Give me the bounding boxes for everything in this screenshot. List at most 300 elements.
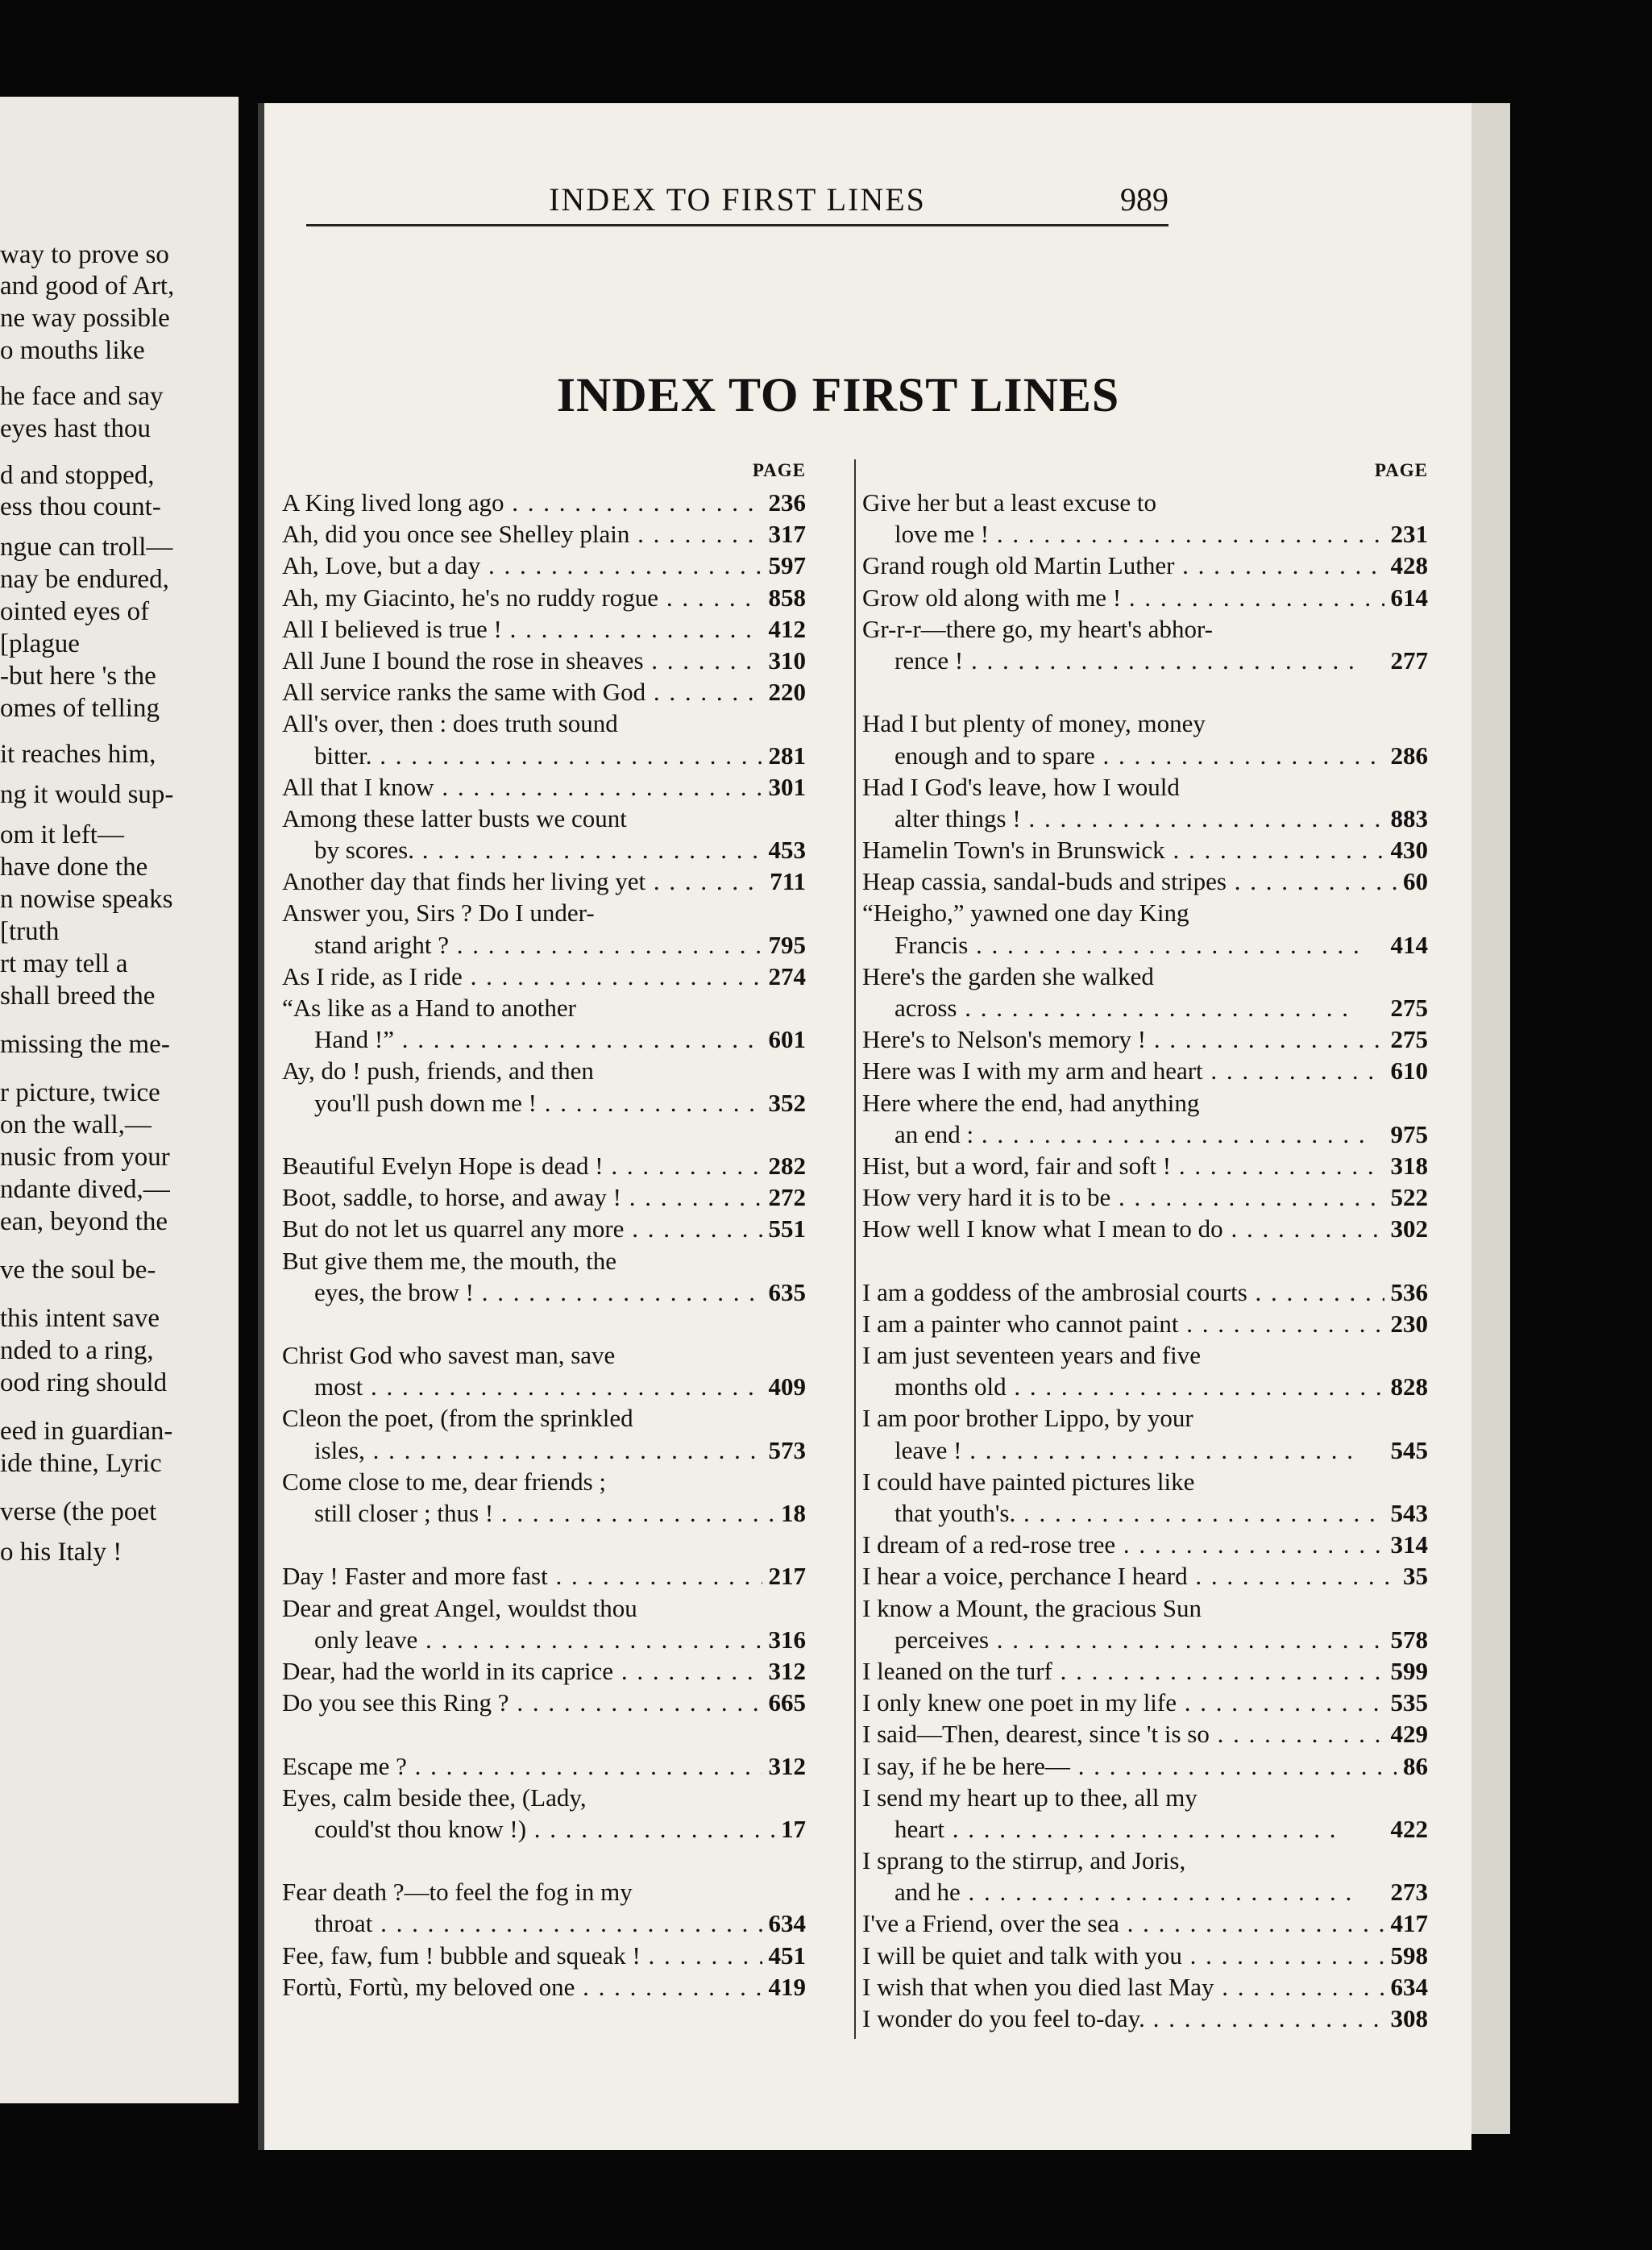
page-ref: 551 [762, 1213, 807, 1244]
first-line-text [862, 550, 1428, 581]
index-column-right [862, 455, 1428, 2034]
first-line-text [282, 1782, 806, 1813]
index-entry [282, 1560, 806, 1592]
first-line-text [282, 550, 806, 581]
page-ref: 573 [762, 1434, 807, 1466]
letter-gap [862, 676, 1428, 708]
index-entry [862, 1750, 1428, 1782]
first-line-text [862, 1055, 1428, 1086]
index-entry [282, 1339, 806, 1402]
first-line-text [282, 866, 806, 897]
index-entry [862, 2003, 1428, 2034]
first-line-text [862, 645, 1428, 676]
page-number: 989 [1120, 181, 1168, 218]
first-line-text [282, 1655, 806, 1687]
facing-page-line: om it left— [0, 820, 124, 849]
first-line-label: Here was I with my arm and heart [862, 1057, 1203, 1086]
first-line-text [282, 961, 806, 992]
first-line-text [862, 834, 1428, 866]
index-entry [862, 708, 1428, 770]
index-entry [282, 1940, 806, 1971]
first-line-label: you'll push down me ! [314, 1088, 537, 1117]
first-line-text [282, 708, 806, 739]
first-line-text [862, 1308, 1428, 1339]
page-ref: 310 [762, 645, 807, 676]
index-entry [862, 866, 1428, 897]
first-line-text [282, 1402, 806, 1434]
index-entry [862, 1845, 1428, 1908]
page-ref: 18 [774, 1497, 806, 1529]
index-entry [862, 1150, 1428, 1181]
first-line-text [282, 518, 806, 550]
first-line-text [862, 740, 1428, 771]
facing-page-line: have done the [0, 853, 148, 882]
running-head [306, 74, 1168, 219]
index-entry [862, 1529, 1428, 1560]
first-line-label: Boot, saddle, to horse, and away ! [282, 1183, 621, 1212]
first-line-text [862, 1718, 1428, 1750]
first-line-text [282, 487, 806, 518]
first-line-label: could'st thou know !) [314, 1814, 527, 1843]
first-line-text [862, 1876, 1428, 1908]
first-line-label: love me ! [894, 520, 990, 549]
page-ref: 273 [1384, 1876, 1429, 1908]
first-line-text [282, 1908, 806, 1939]
index-entry [282, 487, 806, 518]
index-entry [282, 582, 806, 613]
first-line-text [282, 1277, 806, 1308]
first-line-text [282, 1497, 806, 1529]
page-ref: 665 [762, 1687, 807, 1718]
first-line-text [862, 1497, 1428, 1529]
page-column-label: PAGE [1374, 460, 1428, 480]
first-line-text [282, 582, 806, 613]
index-entry [282, 1245, 806, 1308]
first-line-label: I say, if he be here— [862, 1751, 1070, 1780]
first-line-label: Heap cassia, sandal-buds and stripes [862, 867, 1227, 896]
page-ref: 217 [762, 1560, 807, 1592]
first-line-label: alter things ! [894, 803, 1021, 832]
first-line-text [282, 1434, 806, 1466]
first-line-label: Grow old along with me ! [862, 583, 1122, 612]
first-line-label: eyes, the brow ! [314, 1277, 474, 1306]
first-line-text [862, 1687, 1428, 1718]
index-entry [862, 1560, 1428, 1592]
first-line-text [862, 961, 1428, 992]
first-line-label: Had I but plenty of money, money [862, 709, 1206, 738]
page-ref: 301 [762, 771, 807, 803]
first-line-label: Grand rough old Martin Luther [862, 551, 1175, 580]
first-line-label: Ah, my Giacinto, he's no ruddy rogue [282, 583, 659, 612]
first-line-label: Ah, Love, but a day [282, 551, 481, 580]
page-ref: 414 [1384, 929, 1429, 961]
first-line-text [862, 771, 1428, 803]
index-entry [282, 550, 806, 581]
first-line-label: I am just seventeen years and five [862, 1341, 1202, 1370]
page-ref: 634 [762, 1908, 807, 1939]
facing-page-line: ointed eyes of [0, 597, 150, 626]
running-title: INDEX TO FIRST LINES [549, 181, 926, 218]
first-line-text [862, 1277, 1428, 1308]
first-line-label: Dear, had the world in its caprice [282, 1656, 614, 1685]
page-column-label: PAGE [752, 460, 806, 480]
facing-page-line: [plague [0, 629, 80, 658]
page-ref: 272 [762, 1181, 807, 1213]
first-line-text [862, 866, 1428, 897]
index-entry [862, 1592, 1428, 1655]
facing-page [0, 97, 239, 2103]
page-ref: 429 [1384, 1718, 1429, 1750]
first-line-text [862, 1971, 1428, 2003]
page-ref: 220 [762, 676, 807, 708]
first-line-label: I am a painter who cannot paint [862, 1309, 1179, 1338]
facing-page-line: ve the soul be- [0, 1256, 156, 1285]
first-line-label: Here's the garden she walked [862, 961, 1154, 990]
first-line-text [282, 1560, 806, 1592]
index-entry [282, 897, 806, 960]
facing-page-line: ess thou count- [0, 492, 161, 521]
page-ref: 535 [1384, 1687, 1429, 1718]
first-line-label: Fear death ?—to feel the fog in my [282, 1878, 633, 1907]
first-line-text [282, 992, 806, 1023]
page-ref: 282 [762, 1150, 807, 1181]
first-line-label: I know a Mount, the gracious Sun [862, 1593, 1202, 1622]
index-entry [862, 613, 1428, 676]
first-line-text [862, 1339, 1428, 1371]
page-ref: 281 [762, 740, 807, 771]
first-line-label: Ay, do ! push, friends, and then [282, 1057, 594, 1086]
page-ref: 275 [1384, 1023, 1429, 1055]
first-line-label: I've a Friend, over the sea [862, 1909, 1119, 1938]
index-entry [282, 613, 806, 645]
first-line-text [282, 1339, 806, 1371]
index-entry [862, 771, 1428, 834]
facing-page-line: eed in guardian- [0, 1417, 173, 1446]
facing-page-line: ide thine, Lyric [0, 1449, 162, 1478]
first-line-label: Hist, but a word, fair and soft ! [862, 1151, 1172, 1180]
first-line-text [862, 1402, 1428, 1434]
page-ref: 522 [1384, 1181, 1429, 1213]
first-line-label: I said—Then, dearest, since 't is so [862, 1720, 1210, 1749]
page-ref: 635 [762, 1277, 807, 1308]
index-entry [862, 1908, 1428, 1939]
first-line-label: only leave [314, 1625, 418, 1654]
first-line-label: As I ride, as I ride [282, 961, 463, 990]
index-entry [282, 803, 806, 866]
facing-page-line: nay be endured, [0, 565, 169, 594]
index-entry [862, 1087, 1428, 1150]
facing-page-line: o his Italy ! [0, 1538, 122, 1567]
facing-page-line: way to prove so [0, 240, 169, 269]
first-line-label: most [314, 1372, 363, 1401]
page-ref: 422 [1384, 1813, 1429, 1845]
entry-list [862, 487, 1428, 2034]
page-ref: 412 [762, 613, 807, 645]
letter-gap [282, 1529, 806, 1560]
first-line-text [862, 1087, 1428, 1119]
first-line-label: All service ranks the same with God [282, 678, 646, 707]
index-entry [282, 1181, 806, 1213]
first-line-label: Answer you, Sirs ? Do I under- [282, 899, 595, 928]
page-ref: 317 [762, 518, 807, 550]
index-entry [282, 771, 806, 803]
first-line-text [282, 1940, 806, 1971]
facing-page-line: it reaches him, [0, 740, 156, 769]
first-line-label: Do you see this Ring ? [282, 1688, 509, 1717]
index-entry [282, 676, 806, 708]
first-line-text [282, 771, 806, 803]
index-entry [862, 1277, 1428, 1308]
first-line-label: All's over, then : does truth sound [282, 709, 618, 738]
first-line-text [282, 1876, 806, 1908]
index-entry [862, 1339, 1428, 1402]
first-line-text [282, 803, 806, 834]
first-line-text [862, 929, 1428, 961]
first-line-label: All I believed is true ! [282, 614, 502, 643]
facing-page-line: eyes hast thou [0, 414, 151, 443]
index-entry [862, 1466, 1428, 1529]
page-ref: 430 [1384, 834, 1429, 866]
page-ref: 312 [762, 1750, 807, 1782]
first-line-label: How well I know what I mean to do [862, 1214, 1223, 1243]
first-line-label: Gr-r-r—there go, my heart's abhor- [862, 614, 1213, 643]
first-line-text [862, 897, 1428, 928]
first-line-text [282, 1245, 806, 1277]
page-ref: 795 [762, 929, 807, 961]
page-ref: 275 [1384, 992, 1429, 1023]
first-line-label: I hear a voice, perchance I heard [862, 1562, 1188, 1591]
first-line-label: by scores. [314, 836, 414, 865]
facing-page-line: -but here 's the [0, 662, 156, 691]
page-ref: 35 [1397, 1560, 1428, 1592]
first-line-label: I am a goddess of the ambrosial courts [862, 1277, 1247, 1306]
first-line-text [862, 1023, 1428, 1055]
facing-page-line: on the wall,— [0, 1110, 152, 1140]
first-line-label: leave ! [894, 1435, 962, 1464]
entry-list [282, 487, 806, 2003]
facing-page-line: and good of Art, [0, 272, 175, 301]
first-line-label: I wonder do you feel to-day. [862, 2004, 1145, 2032]
page-ref: 614 [1384, 582, 1429, 613]
first-line-text [862, 1624, 1428, 1655]
first-line-label: perceives [894, 1625, 990, 1654]
index-entry [862, 1971, 1428, 2003]
first-line-label: throat [314, 1909, 373, 1938]
page-ref: 599 [1384, 1655, 1429, 1687]
first-line-label: across [894, 994, 957, 1022]
index-entry [282, 1687, 806, 1718]
index-entry [862, 1782, 1428, 1845]
first-line-text [862, 1466, 1428, 1497]
first-line-text [862, 1213, 1428, 1244]
first-line-label: But give them me, the mouth, the [282, 1246, 616, 1275]
first-line-text [282, 1750, 806, 1782]
facing-page-line: ndante dived,— [0, 1175, 170, 1204]
facing-page-line: d and stopped, [0, 461, 155, 490]
first-line-label: How very hard it is to be [862, 1183, 1111, 1212]
first-line-text [282, 1624, 806, 1655]
page-ref: 417 [1384, 1908, 1429, 1939]
first-line-text [862, 1119, 1428, 1150]
first-line-text [862, 803, 1428, 834]
first-line-label: Fortù, Fortù, my beloved one [282, 1972, 575, 2001]
page-ref: 308 [1384, 2003, 1429, 2034]
index-entry [282, 1876, 806, 1939]
first-line-label: still closer ; thus ! [314, 1499, 494, 1527]
first-line-label: Cleon the poet, (from the sprinkled [282, 1404, 633, 1433]
facing-page-line: he face and say [0, 382, 164, 411]
first-line-label: All June I bound the rose in sheaves [282, 646, 644, 675]
first-line-label: stand aright ? [314, 930, 450, 959]
first-line-label: Beautiful Evelyn Hope is dead ! [282, 1151, 604, 1180]
letter-gap [282, 1119, 806, 1150]
facing-page-line: ood ring should [0, 1368, 168, 1397]
first-line-text [862, 2003, 1428, 2034]
first-line-text [862, 1150, 1428, 1181]
page-ref: 578 [1384, 1624, 1429, 1655]
first-line-label: Francis [894, 930, 969, 959]
letter-gap [282, 1845, 806, 1876]
index-entry [862, 961, 1428, 1023]
first-line-text [282, 1181, 806, 1213]
first-line-text [282, 1023, 806, 1055]
first-line-text [862, 992, 1428, 1023]
page-ref: 352 [762, 1087, 807, 1119]
facing-page-line: verse (the poet [0, 1497, 157, 1526]
first-line-label: I will be quiet and talk with you [862, 1941, 1182, 1970]
first-line-label: Among these latter busts we count [282, 803, 627, 832]
page-ref: 597 [762, 550, 807, 581]
first-line-label: But do not let us quarrel any more [282, 1214, 625, 1243]
facing-page-line: ng it would sup- [0, 780, 174, 809]
page-ref: 536 [1384, 1277, 1429, 1308]
first-line-label: Hand !” [314, 1025, 394, 1054]
first-line-text [862, 1655, 1428, 1687]
first-line-label: Another day that finds her living yet [282, 867, 646, 896]
index-entry [862, 1655, 1428, 1687]
first-line-label: Christ God who savest man, save [282, 1341, 616, 1370]
index-entry [862, 1308, 1428, 1339]
first-line-label: Dear and great Angel, wouldst thou [282, 1593, 637, 1622]
first-line-label: bitter. [314, 741, 372, 770]
index-entry [282, 708, 806, 770]
index-entry [282, 1592, 806, 1655]
first-line-text [862, 518, 1428, 550]
page-ref: 601 [762, 1023, 807, 1055]
letter-gap [282, 1308, 806, 1339]
page-ref: 543 [1384, 1497, 1429, 1529]
index-entry [282, 1213, 806, 1244]
first-line-text [862, 1908, 1428, 1939]
page-ref: 634 [1384, 1971, 1429, 2003]
first-line-label: Here's to Nelson's memory ! [862, 1025, 1147, 1054]
index-entry [862, 1213, 1428, 1244]
index-entry [282, 992, 806, 1055]
letter-gap [862, 1245, 1428, 1277]
facing-page-line: o mouths like [0, 336, 145, 365]
first-line-label: I could have painted pictures like [862, 1467, 1195, 1496]
index-entry [862, 582, 1428, 613]
page-ref: 286 [1384, 740, 1429, 771]
index-entry [862, 1718, 1428, 1750]
first-line-label: Give her but a least excuse to [862, 488, 1156, 517]
first-line-text [862, 1371, 1428, 1402]
first-line-label: Ah, did you once see Shelley plain [282, 520, 630, 549]
facing-page-line: this intent save [0, 1304, 160, 1333]
first-line-label: “Heigho,” yawned one day King [862, 899, 1189, 928]
page-ref: 858 [762, 582, 807, 613]
first-line-label: I dream of a red-rose tree [862, 1530, 1116, 1559]
first-line-label: I am poor brother Lippo, by your [862, 1404, 1193, 1433]
index-entry [862, 1055, 1428, 1086]
page-ref: 610 [1384, 1055, 1429, 1086]
first-line-label: an end : [894, 1119, 974, 1148]
first-line-text [862, 1845, 1428, 1876]
index-entry [282, 1402, 806, 1465]
first-line-label: and he [894, 1878, 961, 1907]
letter-gap [282, 1718, 806, 1750]
page-ref: 86 [1397, 1750, 1428, 1782]
index-entry [862, 897, 1428, 960]
first-line-text [862, 1940, 1428, 1971]
index-entry [862, 1687, 1428, 1718]
page-ref: 598 [1384, 1940, 1429, 1971]
page-ref: 975 [1384, 1119, 1429, 1150]
page-ref: 545 [1384, 1434, 1429, 1466]
first-line-text [862, 708, 1428, 739]
index-entry [282, 866, 806, 897]
first-line-text [862, 1529, 1428, 1560]
first-line-label: rence ! [894, 646, 964, 675]
page-ref: 419 [762, 1971, 807, 2003]
page-ref: 302 [1384, 1213, 1429, 1244]
index-entry [282, 1782, 806, 1845]
header-rule [306, 224, 1168, 226]
first-line-label: I only knew one poet in my life [862, 1688, 1177, 1717]
first-line-label: that youth's. [894, 1499, 1016, 1527]
page-ref: 451 [762, 1940, 807, 1971]
facing-page-line: nusic from your [0, 1143, 170, 1172]
page-title: INDEX TO FIRST LINES [556, 368, 1120, 421]
first-line-text [862, 582, 1428, 613]
first-line-text [282, 1813, 806, 1845]
first-line-label: All that I know [282, 772, 434, 801]
page-ref: 428 [1384, 550, 1429, 581]
first-line-text [282, 1971, 806, 2003]
facing-page-line: ean, beyond the [0, 1207, 168, 1236]
first-line-label: “As like as a Hand to another [282, 994, 576, 1022]
first-line-text [282, 740, 806, 771]
first-line-label: months old [894, 1372, 1007, 1401]
first-line-label: I wish that when you died last May [862, 1972, 1214, 2001]
first-line-label: I send my heart up to thee, all my [862, 1783, 1197, 1812]
index-entry [862, 1181, 1428, 1213]
first-line-label: Eyes, calm beside thee, (Lady, [282, 1783, 587, 1812]
first-line-text [282, 1371, 806, 1402]
index-entry [282, 1971, 806, 2003]
page-ref: 274 [762, 961, 807, 992]
index-entry [282, 1055, 806, 1118]
page-ref: 711 [763, 866, 806, 897]
first-line-label: Come close to me, dear friends ; [282, 1467, 607, 1496]
first-line-text [282, 929, 806, 961]
page-ref: 409 [762, 1371, 807, 1402]
index-entry [282, 645, 806, 676]
first-line-text [282, 645, 806, 676]
first-line-label: I leaned on the turf [862, 1656, 1052, 1685]
page-ref: 277 [1384, 645, 1429, 676]
facing-page-line: ngue can troll— [0, 533, 173, 562]
